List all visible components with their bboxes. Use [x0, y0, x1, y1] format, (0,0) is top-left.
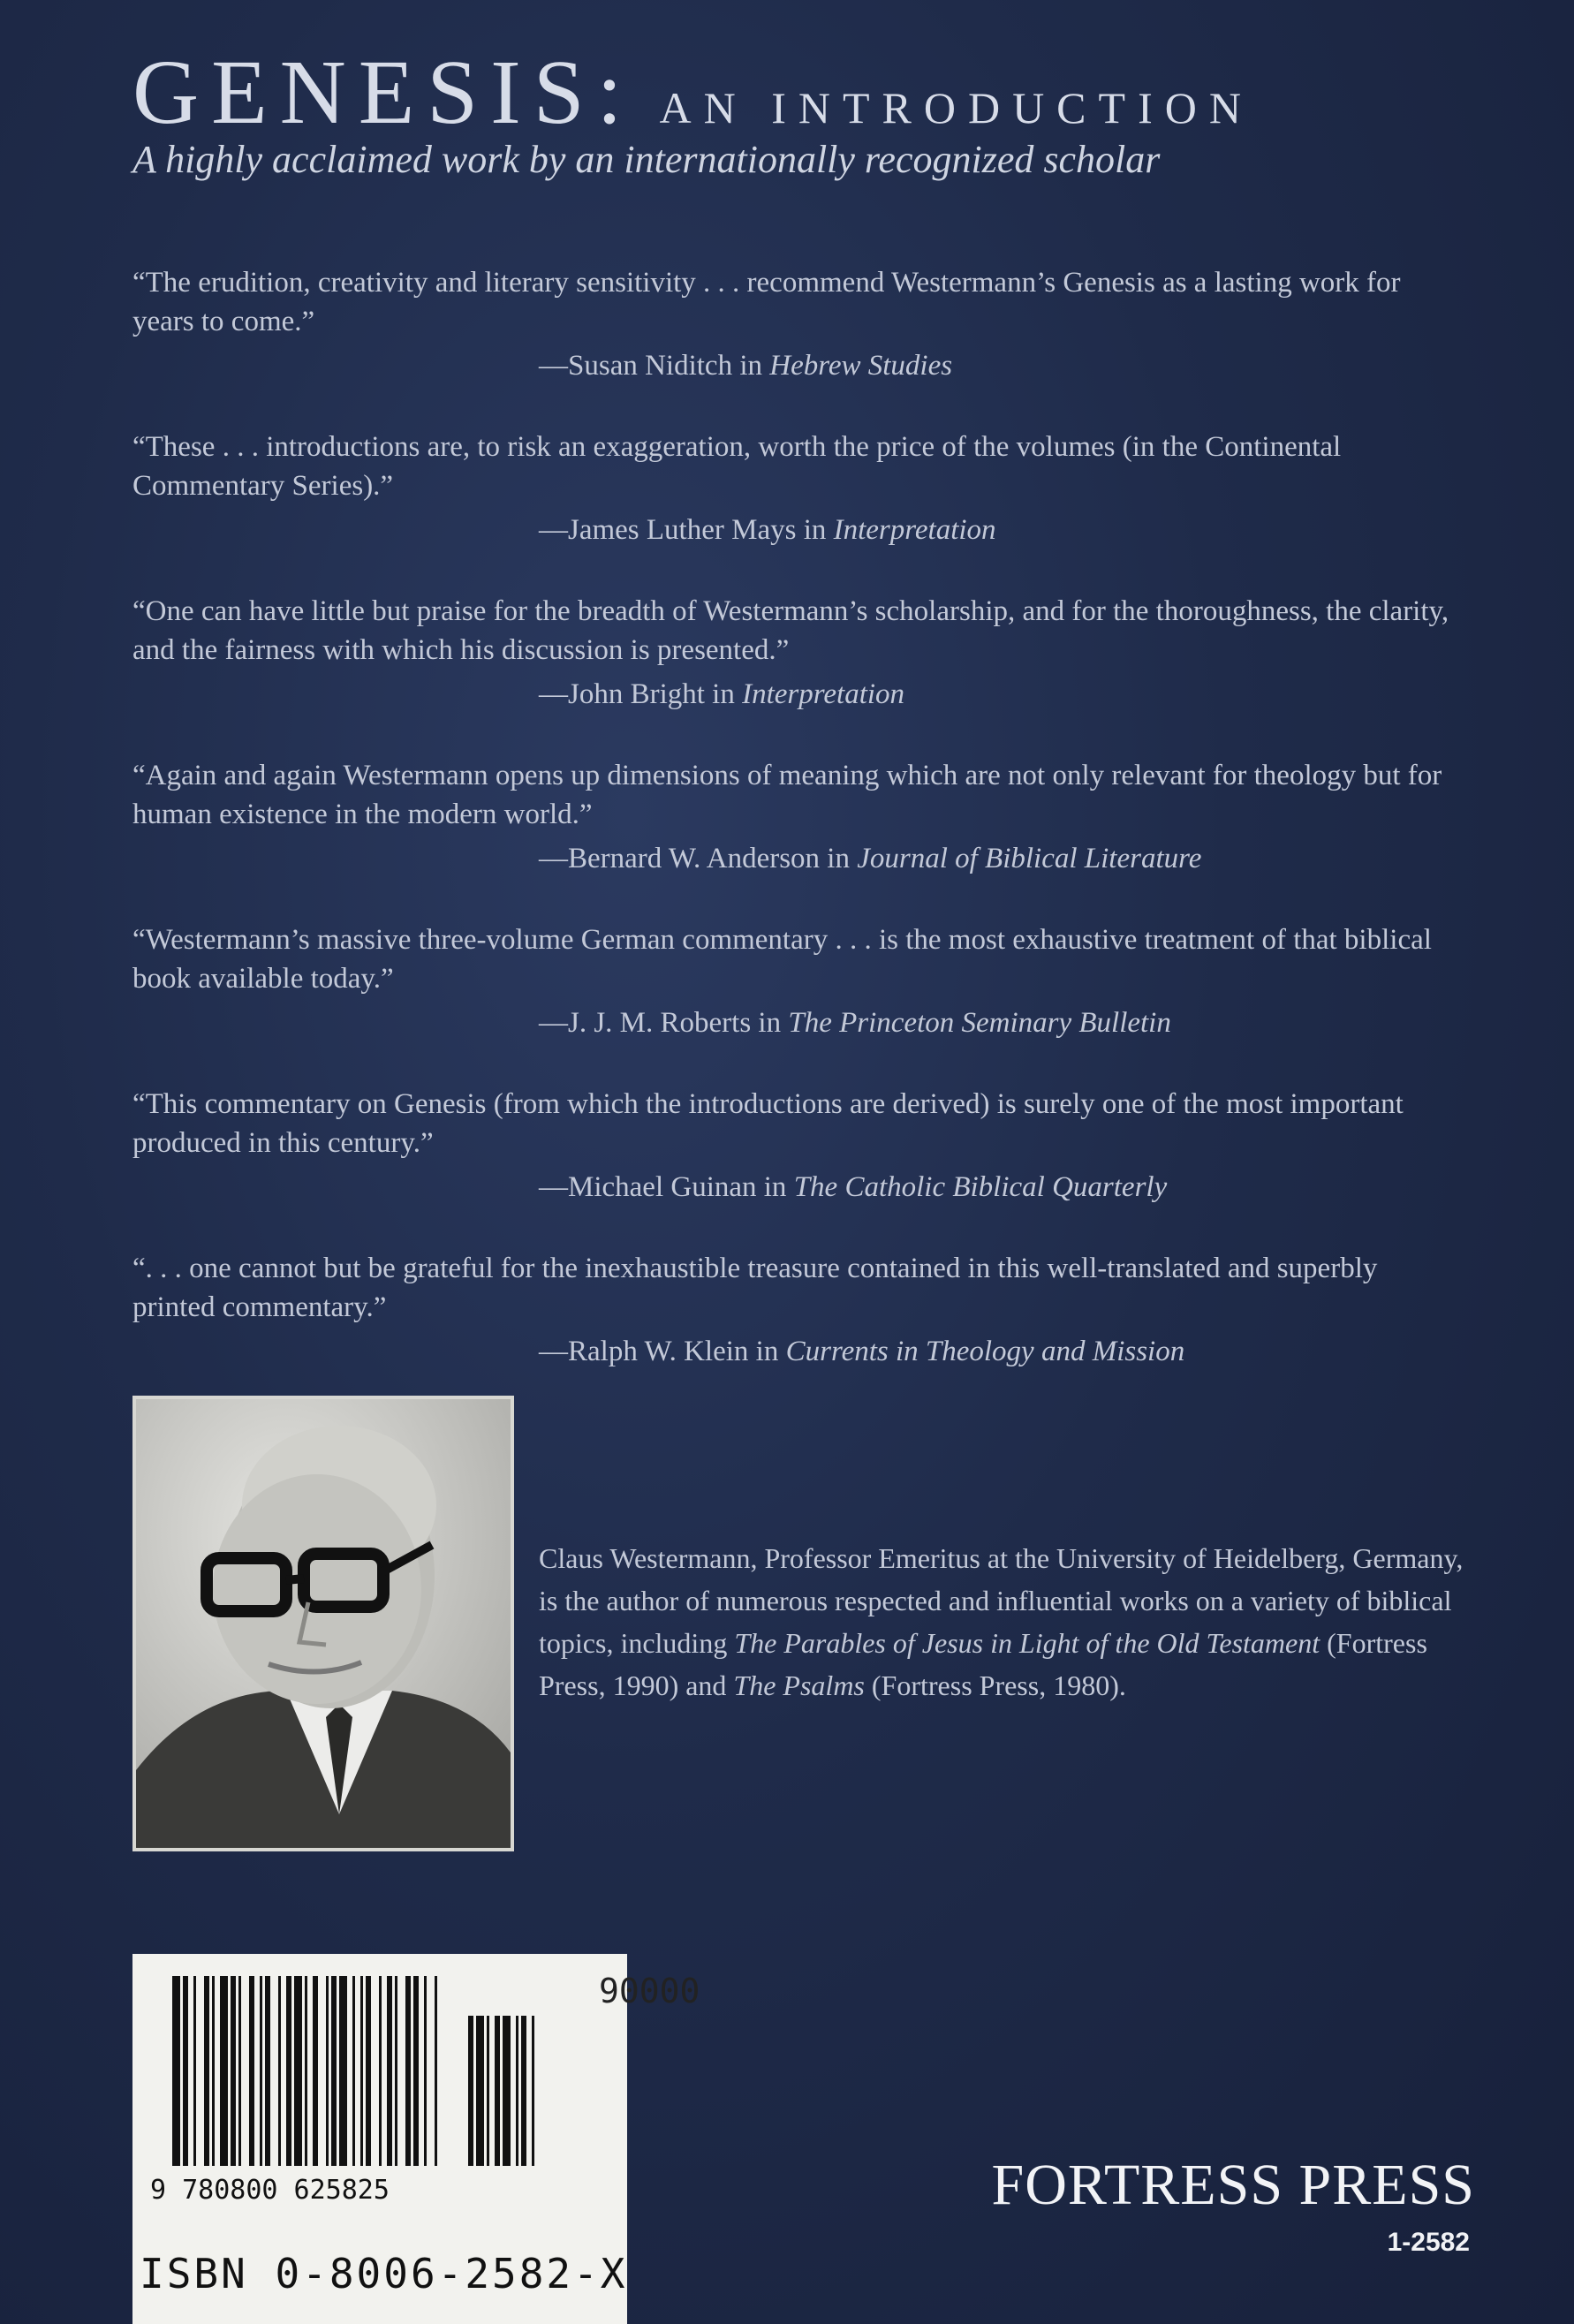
barcode-bars [132, 1954, 627, 2184]
barcode-bar [387, 1976, 392, 2166]
barcode-bar [212, 1976, 215, 2166]
review [132, 756, 1466, 920]
reviewer: —Michael Guinan in [539, 1171, 794, 1203]
barcode-bar [395, 1976, 397, 2166]
barcode-bar [249, 1976, 254, 2166]
publisher-logo: FORTRESS PRESS [991, 2153, 1475, 2217]
price-code: 90000 [599, 1972, 700, 2010]
barcode-bar [286, 1976, 291, 2166]
addon-bar [476, 2016, 484, 2166]
reviewer: —Susan Niditch in [539, 350, 770, 382]
review-attribution [539, 1170, 1466, 1205]
review-quote: “One can have little but praise for the breadth of Westermann’s scholarship, and for the thoroughness, the clarity, and the fairness with which his discussion is presented.” [132, 595, 1449, 666]
author-photo [132, 1396, 514, 1851]
barcode-bar [305, 1976, 307, 2166]
review-source: The Catholic Biblical Quarterly [793, 1171, 1168, 1203]
review-quote: “These . . . introductions are, to risk an exaggeration, worth the price of the volumes (in the Continental Commentary Series).” [132, 431, 1342, 502]
review-quote: “. . . one cannot but be grateful for the inexhaustible treasure contained in this well-translated and superbly printed commentary.” [132, 1253, 1378, 1323]
barcode-bar [352, 1976, 355, 2166]
review-quote: “Again and again Westermann opens up dimensions of meaning which are not only relevant for theology but for human existence in the modern world.” [132, 760, 1442, 830]
bio-end: (Fortress Press, 1980). [864, 1669, 1126, 1701]
review [132, 1249, 1466, 1413]
addon-bar [495, 2016, 500, 2166]
addon-bar [532, 2016, 534, 2166]
review-quote: “Westermann’s massive three-volume German commentary . . . is the most exhaustive treatment of that biblical book available today.” [132, 924, 1432, 995]
book-title [132, 40, 1253, 145]
review [132, 263, 1466, 428]
barcode-bar [326, 1976, 329, 2166]
reviewer: —J. J. M. Roberts in [539, 1007, 789, 1039]
author-portrait-image [136, 1399, 511, 1848]
tagline: A highly acclaimed work by an internationally recognized scholar [132, 138, 1161, 181]
barcode-bar [413, 1976, 419, 2166]
bio-book-1: The Parables of Jesus in Light of the Old Testament [734, 1627, 1320, 1659]
review [132, 1085, 1466, 1249]
barcode-bar [331, 1976, 337, 2166]
reviews-list [132, 263, 1466, 1413]
review-source: Hebrew Studies [769, 350, 953, 382]
barcode-bar [231, 1976, 236, 2166]
review-attribution [539, 677, 1466, 712]
barcode-bar [278, 1976, 281, 2166]
review-quote: “The erudition, creativity and literary sensitivity . . . recommend Westermann’s Genesis as a lasting work for years to come.” [132, 267, 1401, 337]
reviewer: —John Bright in [539, 678, 743, 710]
barcode-bar [379, 1976, 382, 2166]
barcode-bar [172, 1976, 180, 2166]
review-source: Journal of Biblical Literature [857, 843, 1202, 874]
review-source: Currents in Theology and Mission [785, 1336, 1185, 1367]
barcode-bar [313, 1976, 318, 2166]
reviewer: —James Luther Mays in [539, 514, 834, 546]
barcode-bar [339, 1976, 347, 2166]
barcode-label [132, 1954, 700, 2324]
barcode-bar [360, 1976, 363, 2166]
title-sub: AN INTRODUCTION [659, 83, 1253, 132]
review-quote: “This commentary on Genesis (from which the introductions are derived) is surely one of the most important produced in this century.” [132, 1088, 1404, 1159]
barcode-bar [238, 1976, 241, 2166]
author-bio [539, 1537, 1466, 1707]
barcode-digits: 9 780800 625825 [150, 2175, 390, 2206]
barcode-bar [435, 1976, 437, 2166]
review-attribution [539, 1334, 1466, 1369]
barcode-bar [220, 1976, 228, 2166]
bio-mid: (Fortress Press, 1990) and [539, 1627, 1427, 1701]
barcode-bar [424, 1976, 427, 2166]
publisher-code: 1-2582 [1387, 2228, 1470, 2257]
barcode-bar [193, 1976, 196, 2166]
isbn: ISBN 0-8006-2582-X [140, 2250, 628, 2298]
barcode-bar [265, 1976, 270, 2166]
bio-book-2: The Psalms [733, 1669, 865, 1701]
barcode-bar [204, 1976, 209, 2166]
review-source: Interpretation [833, 514, 996, 546]
review [132, 592, 1466, 756]
review [132, 428, 1466, 592]
reviewer: —Bernard W. Anderson in [539, 843, 858, 874]
review-source: The Princeton Seminary Bulletin [788, 1007, 1171, 1039]
bio-intro: Claus Westermann, Professor Emeritus at the University of Heidelberg, Germany, is the author of numerous respected and influential works on a variety of biblical topics, including [539, 1542, 1464, 1659]
review-attribution [539, 1005, 1466, 1041]
barcode-bar [366, 1976, 371, 2166]
addon-bar [487, 2016, 489, 2166]
barcode-bar [260, 1976, 262, 2166]
addon-bar [468, 2016, 473, 2166]
review-attribution [539, 512, 1466, 548]
reviewer: —Ralph W. Klein in [539, 1336, 786, 1367]
title-main: GENESIS: [132, 42, 635, 143]
review-source: Interpretation [742, 678, 905, 710]
review-attribution [539, 841, 1466, 876]
addon-bar [521, 2016, 526, 2166]
barcode-bar [405, 1976, 411, 2166]
barcode-bar [183, 1976, 188, 2166]
review-attribution [539, 348, 1466, 383]
addon-bar [516, 2016, 518, 2166]
barcode-bar [294, 1976, 302, 2166]
review [132, 920, 1466, 1085]
addon-bar [503, 2016, 511, 2166]
